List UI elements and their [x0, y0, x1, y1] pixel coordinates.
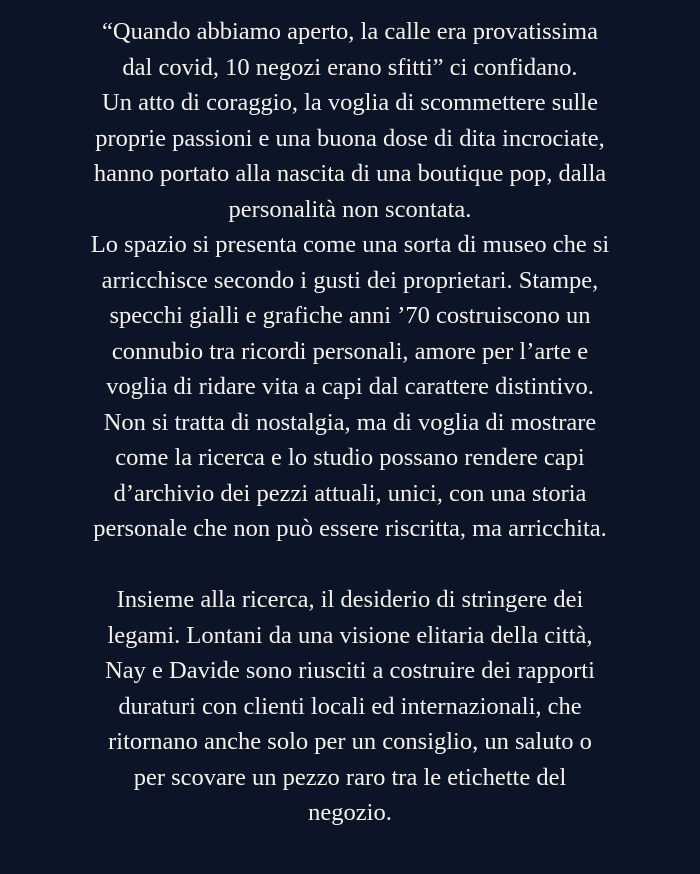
text-line: come la ricerca e lo studio possano rendere capi — [115, 444, 585, 471]
text-line: personalità non scontata. — [228, 195, 472, 223]
text-line: d’archivio dei pezzi attuali, unici, con una storia — [113, 479, 587, 507]
text-line: proprie passioni e una buona dose di dita incrociate, — [95, 124, 605, 152]
article-text — [28, 14, 672, 831]
text-line: connubio tra ricordi personali, amore per l’arte e — [111, 337, 589, 365]
text-line: Lo spazio si presenta come una sorta di museo che si — [90, 231, 610, 258]
text-line: negozio. — [308, 799, 392, 826]
text-line: legami. Lontani da una visione elitaria della città, — [107, 621, 593, 649]
text-line: Nay e Davide sono riusciti a costruire dei rapporti — [105, 657, 595, 684]
text-line: voglia di ridare vita a capi dal carattere distintivo. — [106, 373, 594, 400]
text-line: arricchisce secondo i gusti dei proprietari. Stampe, — [101, 266, 599, 294]
paragraph-1 — [28, 14, 672, 547]
text-line: personale che non può essere riscritta, ma arricchita. — [93, 515, 607, 542]
text-line: dal covid, 10 negozi erano sfitti” ci confidano. — [122, 53, 578, 81]
text-line: Un atto di coraggio, la voglia di scommettere sulle — [102, 89, 598, 116]
text-line: Non si tratta di nostalgia, ma di voglia di mostrare — [103, 408, 597, 436]
text-line: Insieme alla ricerca, il desiderio di stringere dei — [116, 586, 584, 613]
text-line: hanno portato alla nascita di una boutique pop, dalla — [93, 160, 607, 187]
paragraph-2 — [28, 582, 672, 831]
text-line: “Quando abbiamo aperto, la calle era provatissima — [102, 18, 598, 45]
paragraph-spacer — [28, 547, 672, 583]
text-line: duraturi con clienti locali ed internazionali, che — [118, 692, 582, 720]
text-line: specchi gialli e grafiche anni ’70 costruiscono un — [109, 302, 591, 329]
text-line: ritornano anche solo per un consiglio, un saluto o — [108, 728, 592, 755]
text-line: per scovare un pezzo raro tra le etichette del — [133, 763, 567, 791]
